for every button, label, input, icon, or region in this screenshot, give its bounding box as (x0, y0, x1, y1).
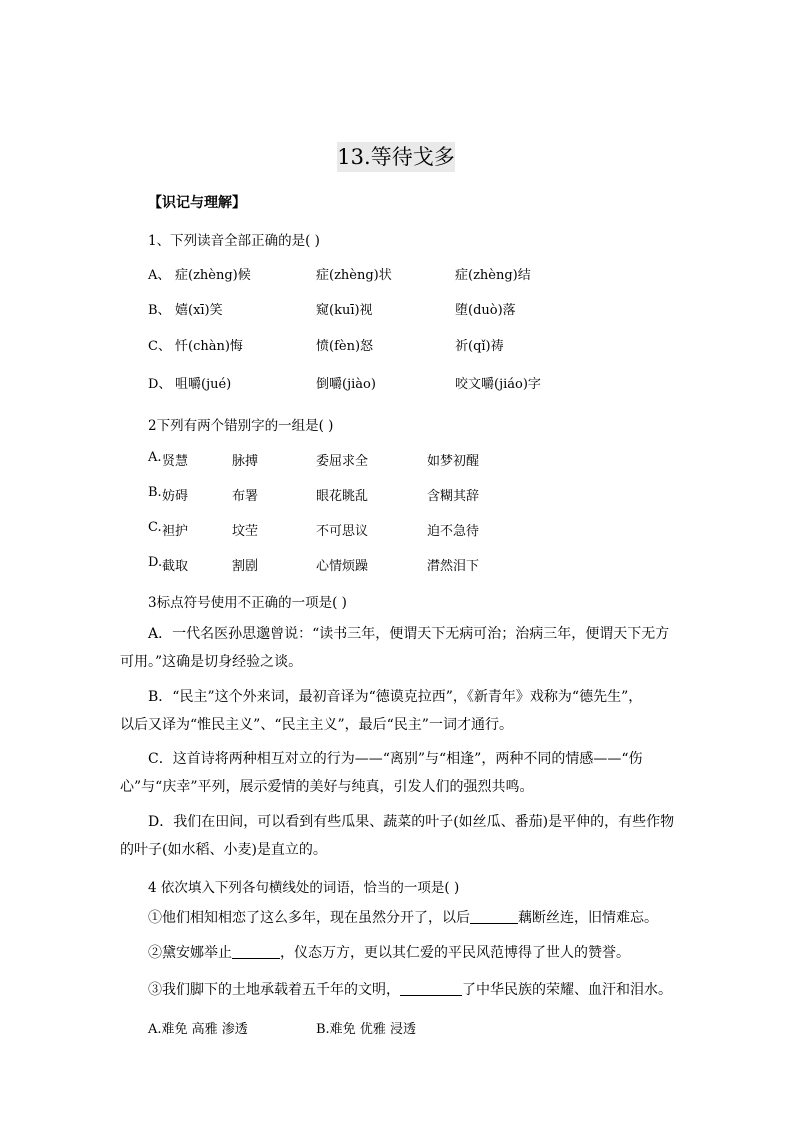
q2-option-d-item: 割剧 (232, 559, 259, 574)
q1-option-c-item: 愤(fèn)怒 (316, 339, 374, 354)
q2-option-b-item: 含糊其辞 (427, 489, 480, 504)
page-title: 13.等待戈多 (337, 142, 455, 172)
question-2-stem: 2下列有两个错别字的一组是( ) (148, 418, 334, 434)
q2-option-b-label: B. (148, 485, 162, 500)
question-1-stem: 1、下列读音全部正确的是( ) (148, 233, 320, 249)
q3-option-c-line-1: C．这首诗将两种相互对立的行为——“离别”与“相逢”，两种不同的情感——“伤 (148, 751, 643, 767)
q1-option-a-item: 症(zhèng)结 (455, 268, 531, 283)
q2-option-c-item: 坟茔 (232, 524, 259, 539)
q1-option-c-label: C、 (148, 339, 171, 354)
q2-option-b-item: 妨碍 (162, 489, 189, 504)
q2-option-b-item: 布署 (232, 489, 259, 504)
q4-option-a: A.难免 高雅 渗透 (148, 1022, 248, 1037)
q2-option-a-item: 委屈求全 (316, 454, 369, 469)
q1-option-c-item: 祈(qǐ)祷 (455, 339, 504, 354)
q3-option-a-line-1: A．一代名医孙思邈曾说：“读书三年，便谓天下无病可治；治病三年，便谓天下无方 (148, 626, 670, 642)
q1-option-b-label: B、 (148, 303, 171, 318)
q4-sentence-3-part-2: 了中华民族的荣耀、血汗和泪水。 (462, 982, 672, 998)
q1-option-d-item: 倒嚼(jiào) (316, 377, 376, 392)
q3-option-d-line-2: 的叶子(如水稻、小麦)是直立的。 (120, 842, 327, 858)
q2-option-a-label: A. (148, 450, 162, 465)
q2-option-c-item: 不可思议 (316, 524, 369, 539)
q1-option-c-item: 忏(chàn)悔 (175, 339, 243, 354)
fill-blank-2[interactable] (232, 944, 280, 959)
q2-option-c-item: 迫不急待 (427, 524, 480, 539)
q2-option-a-item: 如梦初醒 (427, 454, 480, 469)
question-4-stem: 4 依次填入下列各句横线处的词语，恰当的一项是( ) (148, 880, 460, 896)
q1-option-b-item: 窥(kuī)视 (316, 303, 373, 318)
q3-option-b-line-2: 以后又译为“惟民主义”、“民主主义”，最后“民主”一词才通行。 (120, 717, 513, 733)
q2-option-c-item: 袒护 (162, 524, 189, 539)
q1-option-b-item: 嬉(xī)笑 (175, 303, 223, 318)
q3-option-a-line-2-text: 可用。”这确是切身经验之谈。 (120, 654, 303, 670)
q1-option-d-item: 咬文嚼(jiáo)字 (455, 377, 541, 392)
q1-option-a-item: 症(zhèng)状 (316, 268, 392, 283)
q3-option-c-line-2: 心”与“庆幸”平列，展示爱情的美好与纯真，引发人们的强烈共鸣。 (120, 779, 534, 795)
q1-option-a-label: A、 (148, 268, 171, 283)
q3-option-d-line-1: D．我们在田间，可以看到有些瓜果、蔬菜的叶子(如丝瓜、番茄)是平伸的，有些作物 (148, 814, 675, 830)
q2-option-d-item: 潸然泪下 (427, 559, 480, 574)
section-heading: 【识记与理解】 (148, 195, 246, 211)
q4-sentence-2 (148, 939, 630, 968)
q1-option-d-item: 咀嚼(jué) (175, 377, 232, 392)
q2-option-a-item: 脉搏 (232, 454, 259, 469)
q2-option-b-item: 眼花眺乱 (316, 489, 369, 504)
q4-sentence-2-part-2: ，仪态万方，更以其仁爱的平民风范博得了世人的赞誉。 (280, 945, 630, 961)
fill-blank-3[interactable] (400, 981, 462, 996)
q4-sentence-3 (148, 976, 672, 1005)
q2-option-d-item: 截取 (162, 559, 189, 574)
q4-sentence-1 (148, 904, 658, 933)
fill-blank-1[interactable] (470, 909, 518, 924)
q2-option-d-item: 心情烦躁 (316, 559, 369, 574)
q2-option-a-item: 贤慧 (162, 454, 189, 469)
q4-sentence-1-part-1: ①他们相知相恋了这么多年，现在虽然分开了，以后 (148, 910, 470, 926)
question-3-stem: 3标点符号使用不正确的一项是( ) (148, 595, 347, 611)
q4-sentence-3-part-1: ③我们脚下的土地承载着五千年的文明， (148, 982, 400, 998)
q2-option-c-label: C. (148, 520, 162, 535)
q4-sentence-1-part-2: 藕断丝连，旧情难忘。 (518, 910, 658, 926)
q1-option-b-item: 堕(duò)落 (455, 303, 516, 318)
q3-option-b-line-1: B．“民主”这个外来词，最初音译为“德谟克拉西”，《新青年》戏称为“德先生”， (148, 689, 643, 705)
q4-option-b: B.难免 优雅 浸透 (316, 1022, 416, 1037)
q4-sentence-2-part-1: ②黛安娜举止 (148, 945, 232, 961)
q1-option-a-item: 症(zhèng)候 (175, 268, 251, 283)
q2-option-d-label: D. (148, 555, 163, 570)
q1-option-d-label: D、 (148, 377, 172, 392)
